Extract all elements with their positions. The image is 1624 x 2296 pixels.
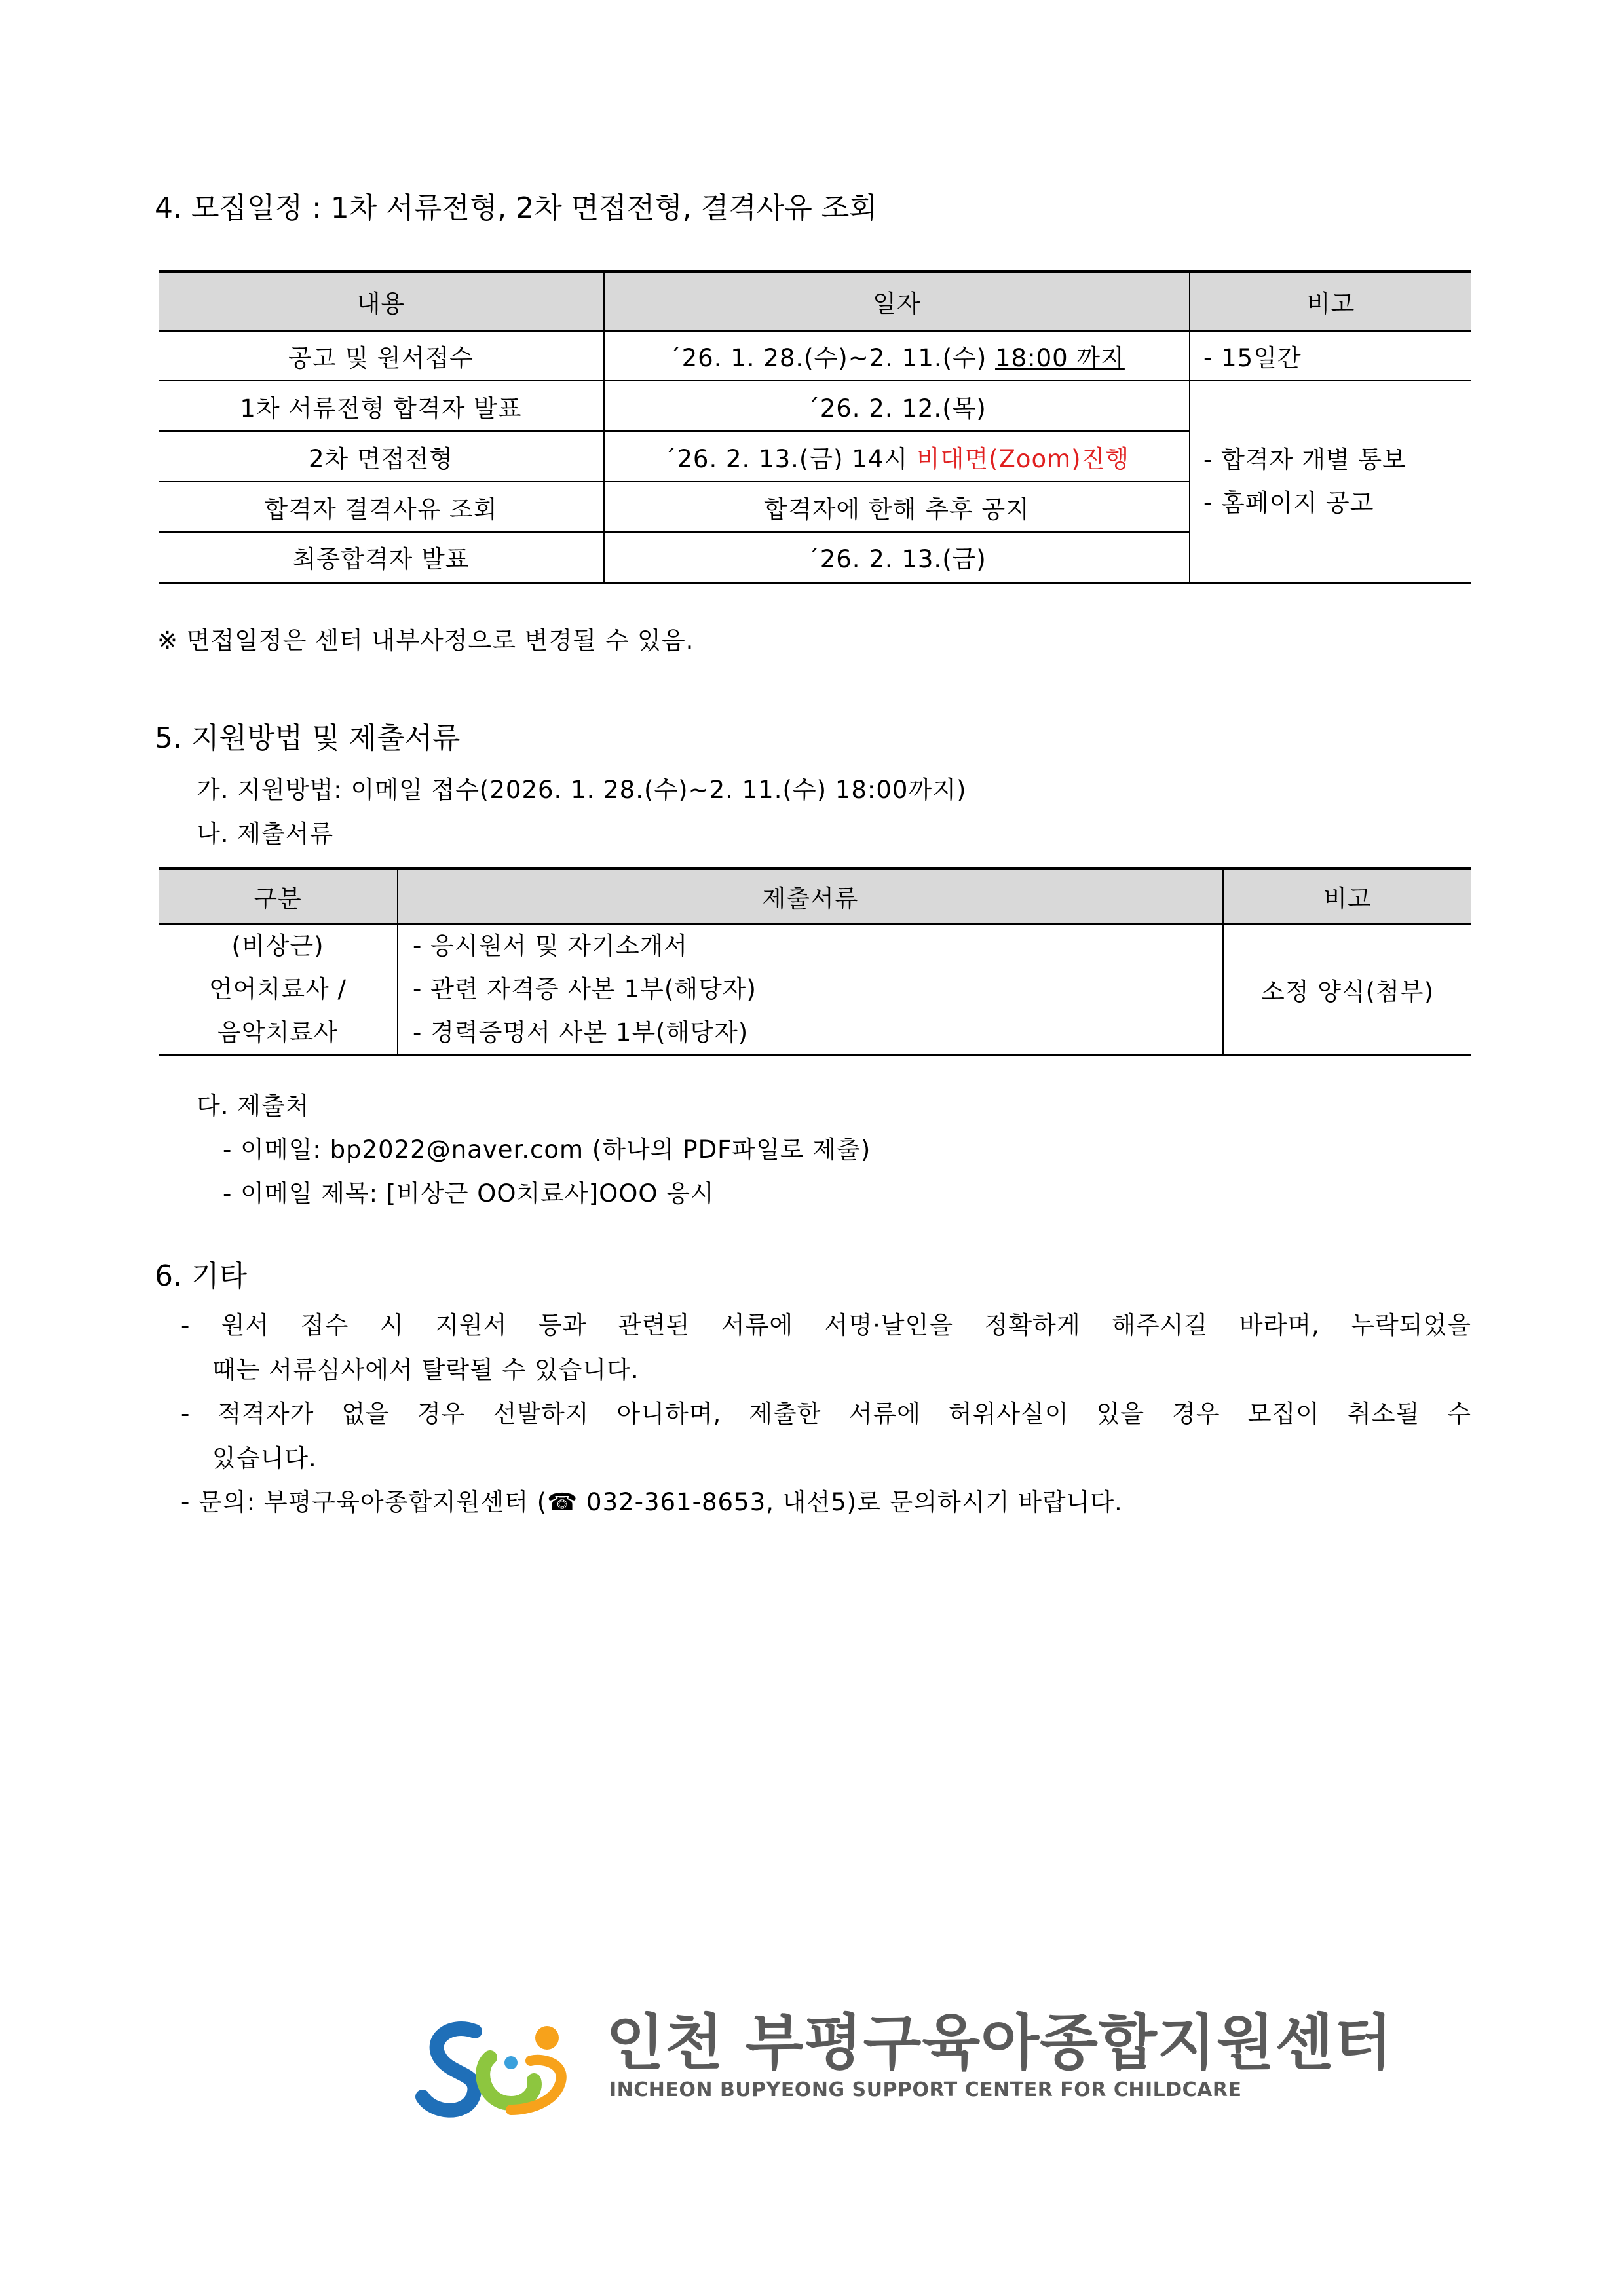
row-item: 2차 면접전형 [159,431,604,482]
center-name-korean: 인천 부평구육아종합지원센터 [606,2008,1393,2078]
email-subject: - 이메일 제목: [비상근 OO치료사]OOO 응시 [223,1179,715,1208]
section4-heading: 4. 모집일정 : 1차 서류전형, 2차 면접전형, 결격사유 조회 [155,191,877,225]
note-cell: 소정 양식(첨부) [1223,924,1471,1056]
row-date: ´26. 2. 13.(금) 14시 비대면(Zoom)진행 [604,431,1190,482]
row-item: 합격자 결격사유 조회 [159,482,604,532]
col-header-category: 구분 [159,868,398,924]
row-item: 1차 서류전형 합격자 발표 [159,381,604,431]
row-date: ´26. 1. 28.(수)~2. 11.(수) 18:00 까지 [604,331,1190,381]
documents-cell: - 응시원서 및 자기소개서 - 관련 자격증 사본 1부(해당자) - 경력증명서 사본 1부(해당자) [398,924,1223,1056]
section5-heading: 5. 지원방법 및 제출서류 [155,721,461,755]
childcare-center-logo-icon [413,2012,576,2123]
col-header-note: 비고 [1190,271,1471,331]
table-row [159,924,1471,1056]
center-name-english: INCHEON BUPYEONG SUPPORT CENTER FOR CHILDCARE [609,2078,1242,2101]
documents-table [159,867,1471,1056]
deadline-time: 18:00 까지 [995,344,1125,372]
col-header-content: 내용 [159,271,604,331]
category-cell: (비상근) 언어치료사 / 음악치료사 [159,924,398,1056]
row-date: 합격자에 한해 추후 공지 [604,482,1190,532]
col-header-date: 일자 [604,271,1190,331]
row-note: - 15일간 [1190,331,1471,381]
apply-method: 가. 지원방법: 이메일 접수(2026. 1. 28.(수)~2. 11.(수) 18:00까지) [197,776,967,804]
table-row [159,381,1471,431]
misc-line-1-cont: 때는 서류심사에서 탈락될 수 있습니다. [212,1356,639,1384]
merged-note: - 합격자 개별 통보 - 홈페이지 공고 [1190,381,1471,583]
table-row [159,331,1471,381]
row-item: 최종합격자 발표 [159,532,604,583]
submit-email: - 이메일: bp2022@naver.com (하나의 PDF파일로 제출) [223,1136,871,1164]
misc-line-2: - 적격자가 없을 경우 선발하지 아니하며, 제출한 서류에 허위사실이 있을 경우 모집이 취소될 수 [181,1400,1471,1428]
row-date: ´26. 2. 12.(목) [604,381,1190,431]
misc-line-2-cont: 있습니다. [212,1444,317,1472]
schedule-footnote: ※ 면접일정은 센터 내부사정으로 변경될 수 있음. [157,626,694,655]
online-interview: 비대면(Zoom)진행 [916,444,1130,473]
documents-label: 나. 제출서류 [197,820,334,848]
section6-heading: 6. 기타 [155,1259,247,1293]
col-header-documents: 제출서류 [398,868,1223,924]
misc-line-3: - 문의: 부평구육아종합지원센터 (☎ 032-361-8653, 내선5)로 문의하시기 바랍니다. [181,1488,1123,1516]
submit-to-label: 다. 제출처 [197,1092,310,1120]
col-header-note: 비고 [1223,868,1471,924]
row-item: 공고 및 원서접수 [159,331,604,381]
misc-line-1: - 원서 접수 시 지원서 등과 관련된 서류에 서명·날인을 정확하게 해주시길 바라며, 누락되었을 [181,1311,1471,1339]
schedule-table [159,270,1471,584]
row-date: ´26. 2. 13.(금) [604,532,1190,583]
